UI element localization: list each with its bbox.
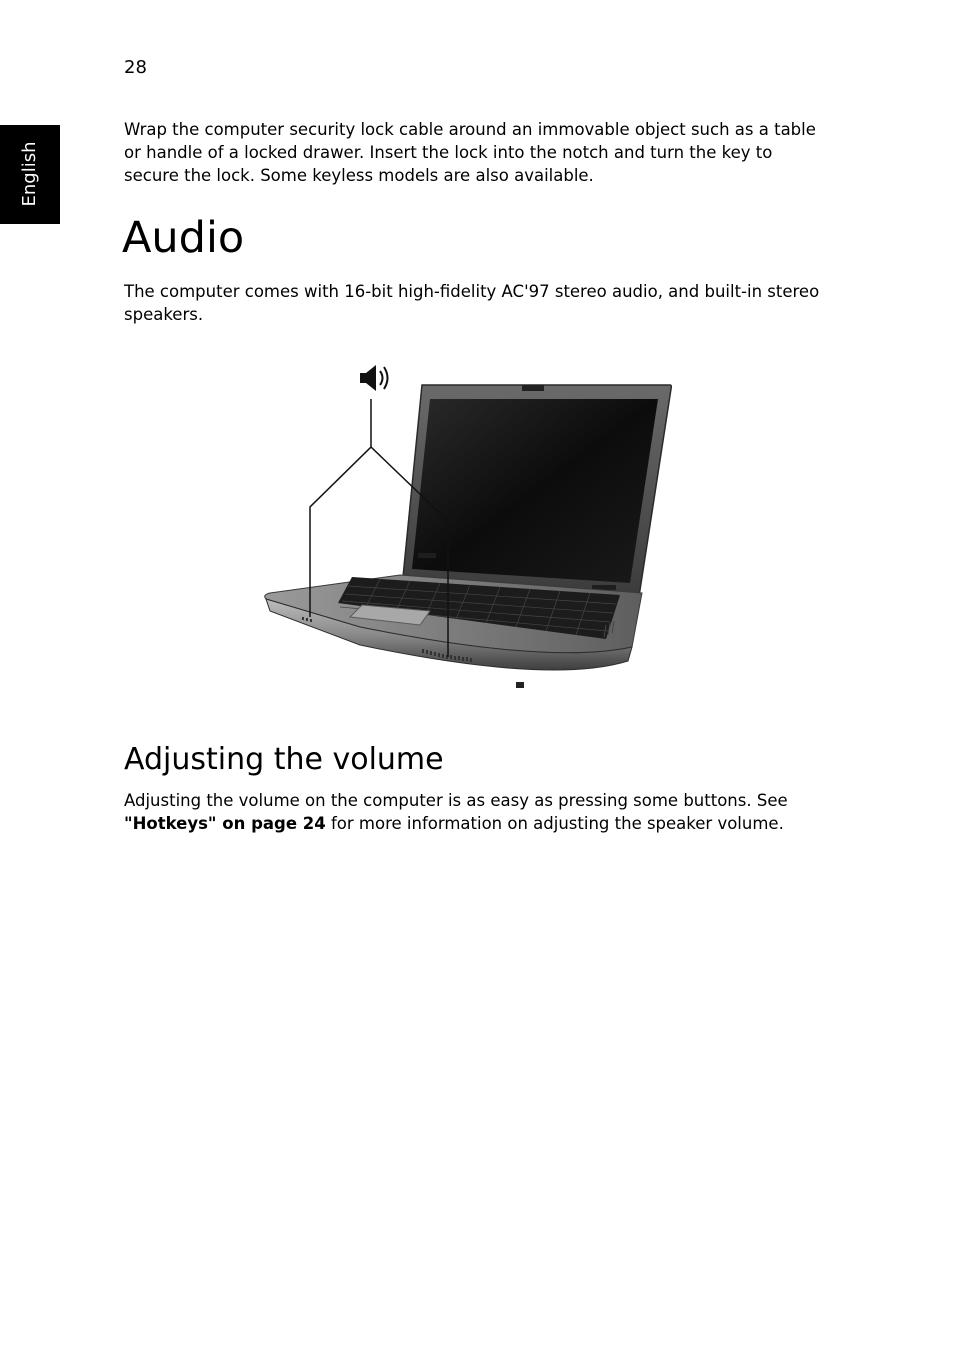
laptop-lid xyxy=(402,385,671,603)
lock-instructions-paragraph: Wrap the computer security lock cable around an immovable object such as a table or handle of a locked drawer. Insert the lock into the notch and turn the key to secure the lock. Some keyless models are also available. xyxy=(124,120,816,185)
page-number: 28 xyxy=(124,57,147,78)
hotkeys-page-link[interactable]: "Hotkeys" on page 24 xyxy=(124,814,326,833)
volume-text-end: for more information on adjusting the speaker volume. xyxy=(325,814,784,833)
language-side-tab xyxy=(0,125,60,224)
volume-text-start: Adjusting the volume on the computer is as easy as pressing some buttons. See xyxy=(124,791,788,810)
laptop-speakers-figure xyxy=(250,355,690,705)
speaker-icon xyxy=(360,365,388,391)
audio-description-paragraph: The computer comes with 16-bit high-fidelity AC'97 stereo audio, and built-in stereo speakers. xyxy=(124,282,820,324)
laptop-base xyxy=(265,575,642,688)
adjusting-volume-heading: Adjusting the volume xyxy=(124,742,444,777)
audio-heading: Audio xyxy=(122,213,245,263)
volume-description-paragraph xyxy=(124,789,824,835)
language-tab-label: English xyxy=(19,141,40,207)
